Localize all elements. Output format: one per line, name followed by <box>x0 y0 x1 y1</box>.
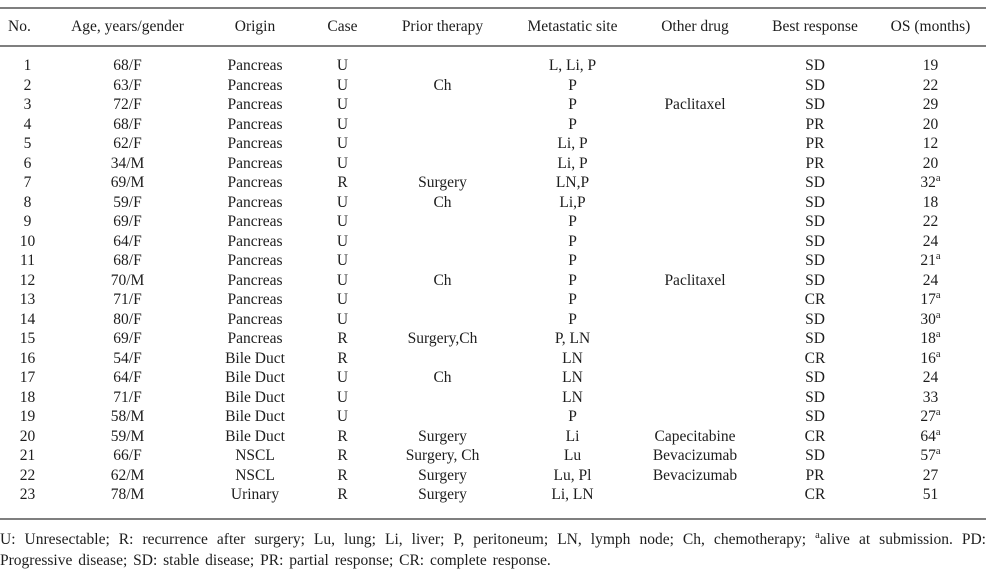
table-cell: P <box>568 310 577 328</box>
table-cell <box>635 329 755 349</box>
cell-superscript: a <box>935 173 941 184</box>
table-row <box>0 329 986 349</box>
table-cell: 7 <box>23 174 32 191</box>
table-cell: 68/F <box>113 252 142 269</box>
table-cell: NSCL <box>235 466 275 484</box>
table-cell: Pancreas <box>227 252 283 269</box>
table-cell: R <box>337 447 348 464</box>
table-cell: 22 <box>19 466 36 484</box>
table-cell: Surgery <box>418 427 467 445</box>
table-cell <box>635 232 755 252</box>
table-row <box>0 154 986 174</box>
table-cell: Ch <box>433 193 452 211</box>
table-cell: 13 <box>19 291 36 308</box>
table-row <box>0 349 986 369</box>
table-cell: 62/F <box>113 135 142 152</box>
table-cell: PR <box>805 135 825 152</box>
table-cell: Bile Duct <box>225 369 285 386</box>
table-cell: U <box>336 96 349 113</box>
table-row <box>0 251 986 271</box>
cell-superscript: a <box>935 426 941 438</box>
table-cell: Pancreas <box>227 310 283 328</box>
table-cell <box>375 232 510 252</box>
table-row <box>0 46 986 76</box>
table-cell: 17 <box>19 369 36 386</box>
table-cell: 2 <box>23 76 32 94</box>
table-cell <box>375 46 510 76</box>
table-cell <box>635 388 755 408</box>
table-cell: 18 <box>19 388 36 406</box>
table-footnote <box>0 529 986 572</box>
table-cell: 63/F <box>113 76 142 94</box>
column-header: Other drug <box>661 18 729 35</box>
table-cell <box>635 154 755 174</box>
column-header: Case <box>327 18 358 35</box>
table-cell: U <box>336 291 349 308</box>
table-cell: 8 <box>23 193 32 211</box>
table-cell <box>375 95 510 115</box>
table-cell: 19 <box>922 57 939 74</box>
table-cell <box>635 134 755 154</box>
table-cell: 54/F <box>113 349 142 367</box>
table-cell <box>635 251 755 271</box>
table-cell <box>635 212 755 232</box>
table-cell: 69/F <box>113 330 142 347</box>
table-cell: 1 <box>23 57 32 74</box>
table-cell: Pancreas <box>227 330 283 347</box>
table-cell <box>375 388 510 408</box>
table-cell <box>635 368 755 388</box>
footnote-text-leading: U: Unresectable; R: recurrence after surgery; Lu, lung; Li, liver; P, peritoneum; LN, lymph node; Ch, chemotherapy; <box>0 530 816 548</box>
table-cell: 22 <box>922 76 939 94</box>
table-cell: Urinary <box>230 486 280 503</box>
table-row <box>0 388 986 408</box>
table-cell: 20 <box>922 115 939 133</box>
table-cell: 68/F <box>113 57 142 74</box>
table-cell: Paclitaxel <box>664 271 726 289</box>
table-cell: PR <box>805 466 825 484</box>
table-row <box>0 427 986 447</box>
table-row <box>0 485 986 505</box>
table-cell: SD <box>805 252 825 269</box>
table-cell: U <box>336 115 349 133</box>
table-cell: 23 <box>19 486 36 503</box>
table-cell: P, LN <box>554 330 591 347</box>
table-cell: P <box>568 96 577 113</box>
table-row <box>0 134 986 154</box>
table-cell <box>375 251 510 271</box>
table-cell: SD <box>805 174 825 191</box>
table-cell: Li, LN <box>551 486 594 503</box>
table-cell: Li, P <box>557 154 588 172</box>
table-cell <box>375 290 510 310</box>
table-cell: 29 <box>922 96 939 113</box>
table-cell: 59/M <box>110 427 145 445</box>
column-header: Best response <box>772 18 858 35</box>
table-cell: R <box>337 174 348 191</box>
table-row <box>0 212 986 232</box>
table-cell: Surgery <box>418 466 467 484</box>
table-cell <box>375 134 510 154</box>
footnote-text-trailing: alive at submission. PD: Progressive disease; SD: stable disease; PR: partial response; CR: complete response. <box>0 530 986 569</box>
table-cell: PR <box>805 115 825 133</box>
column-header: Age, years/gender <box>71 18 184 35</box>
table-cell: Bevacizumab <box>652 447 738 464</box>
table-cell: NSCL <box>235 447 275 464</box>
table-cell: U <box>336 154 349 172</box>
table-cell: 51 <box>922 486 939 503</box>
table-cell: 62/M <box>110 466 145 484</box>
table-cell: 15 <box>19 330 36 347</box>
table-cell: U <box>336 408 349 425</box>
table-cell: Ch <box>433 271 452 289</box>
table-cell: 14 <box>19 310 36 328</box>
table-cell: Surgery,Ch <box>407 330 478 347</box>
table-row <box>0 407 986 427</box>
table-cell: 64/F <box>113 232 142 250</box>
table-cell: R <box>337 486 348 503</box>
table-cell: P <box>568 408 577 425</box>
table-cell <box>635 310 755 330</box>
table-cell: Ch <box>433 76 452 94</box>
table-cell: Pancreas <box>227 174 283 191</box>
table-cell: 71/F <box>113 388 142 406</box>
table-cell: 68/F <box>113 115 142 133</box>
table-cell: 22 <box>922 213 939 230</box>
table-row <box>0 368 986 388</box>
table-cell: 70/M <box>110 271 145 289</box>
table-cell <box>375 115 510 135</box>
table-cell: CR <box>804 291 826 308</box>
table-cell: Pancreas <box>227 232 283 250</box>
table-cell: 72/F <box>113 96 142 113</box>
table-cell: P <box>568 271 577 289</box>
table-cell: Ch <box>433 369 452 386</box>
table-row <box>0 271 986 291</box>
table-cell: 80/F <box>113 310 142 328</box>
table-cell: LN <box>562 388 583 406</box>
table-cell <box>375 154 510 174</box>
table-cell: LN <box>562 349 583 367</box>
table-cell: 17$^a$ <box>920 290 941 308</box>
table-row <box>0 466 986 486</box>
table-row <box>0 173 986 193</box>
table-cell: 58/M <box>110 408 145 425</box>
table-cell <box>375 349 510 369</box>
table-cell: 30$^a$ <box>920 309 941 328</box>
table-cell <box>635 485 755 505</box>
table-cell: 24 <box>922 232 939 250</box>
table-cell <box>635 193 755 213</box>
table-cell: Pancreas <box>227 154 283 172</box>
table-cell: Pancreas <box>227 96 283 113</box>
table-cell: Surgery <box>418 174 467 191</box>
table-cell: 20 <box>19 427 36 445</box>
table-cell: SD <box>805 76 825 94</box>
table-cell <box>635 115 755 135</box>
table-cell: Capecitabine <box>654 427 736 445</box>
table-cell: 18$^a$ <box>920 329 941 347</box>
table-cell: U <box>336 232 349 250</box>
table-cell: 27 <box>922 466 939 484</box>
table-cell: 21$^a$ <box>920 251 941 269</box>
table-cell: P <box>568 213 577 230</box>
cell-superscript: a <box>935 290 941 301</box>
column-header: Metastatic site <box>527 18 618 35</box>
table-cell: Paclitaxel <box>664 96 726 113</box>
table-cell: Li <box>565 427 580 445</box>
table-cell: 12 <box>19 271 36 289</box>
table-cell: 12 <box>922 135 939 152</box>
table-cell: L, Li, P <box>548 57 597 74</box>
table-cell: SD <box>805 213 825 230</box>
table-cell: U <box>336 252 349 269</box>
table-cell: Bile Duct <box>225 408 285 425</box>
table-cell: SD <box>805 193 825 211</box>
table-cell: Pancreas <box>227 193 283 211</box>
table-cell: Pancreas <box>227 76 283 94</box>
table-cell: P <box>568 291 577 308</box>
table-cell: R <box>337 466 348 484</box>
table-cell: CR <box>804 486 826 503</box>
cell-superscript: a <box>935 348 941 360</box>
table-cell: 59/F <box>113 193 142 211</box>
table-cell: Surgery <box>418 486 467 503</box>
table-cell: SD <box>805 271 825 289</box>
table-cell: U <box>336 271 349 289</box>
table-cell: SD <box>805 310 825 328</box>
table-cell: P <box>568 76 577 94</box>
table-cell: Bile Duct <box>225 427 285 445</box>
table-cell: Surgery, Ch <box>405 447 480 464</box>
table-cell: SD <box>805 96 825 113</box>
table-cell: 3 <box>23 96 32 113</box>
table-cell <box>375 407 510 427</box>
table-cell: SD <box>805 447 825 464</box>
table-row <box>0 193 986 213</box>
table-cell <box>635 173 755 193</box>
table-cell: PR <box>805 154 825 172</box>
footnote-superscript: a <box>815 529 820 541</box>
table-cell: U <box>336 57 349 74</box>
cell-superscript: a <box>935 251 941 262</box>
table-cell: Pancreas <box>227 213 283 230</box>
table-cell: 69/M <box>110 174 145 191</box>
table-row <box>0 115 986 135</box>
table-cell: 34/M <box>110 154 145 172</box>
table-bottom-rule <box>0 518 986 520</box>
table-cell: U <box>336 369 349 386</box>
table-cell: Li,P <box>559 193 586 211</box>
table-cell: 64/F <box>113 369 142 386</box>
cell-superscript: a <box>935 309 941 321</box>
table-cell: 69/F <box>113 213 142 230</box>
table-cell <box>635 46 755 76</box>
table-cell: 33 <box>922 388 939 406</box>
table-row <box>0 76 986 96</box>
table-cell: LN <box>562 369 583 386</box>
column-header: No. <box>8 18 31 35</box>
table-cell: Pancreas <box>227 271 283 289</box>
table-cell: SD <box>805 388 825 406</box>
table-cell: Bile Duct <box>225 388 285 406</box>
table-cell: SD <box>805 369 825 386</box>
table-cell: CR <box>804 427 826 445</box>
table-row <box>0 310 986 330</box>
table-cell: Bevacizumab <box>652 466 738 484</box>
table-header-row <box>0 8 986 46</box>
table-cell <box>635 407 755 427</box>
table-cell <box>635 290 755 310</box>
table-cell: CR <box>804 349 826 367</box>
table-row <box>0 290 986 310</box>
table-cell: 64$^a$ <box>920 426 941 445</box>
table-cell: 19 <box>19 408 36 425</box>
cell-superscript: a <box>935 407 941 418</box>
table-cell: Pancreas <box>227 135 283 152</box>
table-cell: 71/F <box>113 291 142 308</box>
table-cell: 4 <box>23 115 32 133</box>
column-header: Prior therapy <box>401 18 484 35</box>
table-cell: Pancreas <box>227 291 283 308</box>
table-cell: 20 <box>922 154 939 172</box>
table-cell: 6 <box>23 154 32 172</box>
table-cell: LN,P <box>555 174 590 191</box>
table-cell: 11 <box>20 252 35 269</box>
table-cell: U <box>336 310 349 328</box>
column-header: Origin <box>234 18 276 35</box>
table-cell: Lu <box>563 447 582 464</box>
table-body <box>0 46 986 505</box>
table-cell: SD <box>805 408 825 425</box>
table-cell: U <box>336 193 349 211</box>
table-cell: U <box>336 135 349 152</box>
table-cell: 10 <box>19 232 36 250</box>
table-cell <box>375 212 510 232</box>
table-cell: P <box>568 115 577 133</box>
table-cell: SD <box>805 330 825 347</box>
table-cell: Lu, Pl <box>553 466 592 484</box>
table-cell <box>635 349 755 369</box>
table-cell: 21 <box>19 447 36 464</box>
table-cell <box>635 76 755 96</box>
table-cell: 18 <box>922 193 939 211</box>
table-cell: R <box>337 330 348 347</box>
table-cell: 78/M <box>110 486 145 503</box>
table-cell: 66/F <box>113 447 142 464</box>
table-cell: 24 <box>922 369 939 386</box>
table-row <box>0 446 986 466</box>
table-cell: SD <box>805 57 825 74</box>
table-cell: U <box>336 213 349 230</box>
cell-superscript: a <box>935 446 941 457</box>
table-cell: 5 <box>23 135 32 152</box>
column-header: OS (months) <box>890 18 971 35</box>
table-cell: P <box>568 232 577 250</box>
table-cell: Bile Duct <box>225 349 285 367</box>
table-cell <box>375 310 510 330</box>
table-cell: 32$^a$ <box>920 173 941 191</box>
table-cell: R <box>337 427 348 445</box>
table-row <box>0 95 986 115</box>
table-cell: U <box>336 388 349 406</box>
patients-table <box>0 7 986 505</box>
table-cell: 9 <box>23 213 32 230</box>
table-cell: 57$^a$ <box>920 446 941 464</box>
table-cell: 24 <box>922 271 939 289</box>
table-cell: R <box>337 349 348 367</box>
cell-superscript: a <box>935 329 941 340</box>
table-cell: P <box>568 252 577 269</box>
table-cell: Pancreas <box>227 115 283 133</box>
table-row <box>0 232 986 252</box>
table-cell: 16 <box>19 349 36 367</box>
table-cell: Li, P <box>557 135 588 152</box>
table-cell: 27$^a$ <box>920 407 941 425</box>
table-cell: 16$^a$ <box>920 348 941 367</box>
table-cell: U <box>336 76 349 94</box>
table-cell: Pancreas <box>227 57 283 74</box>
table-cell: SD <box>805 232 825 250</box>
